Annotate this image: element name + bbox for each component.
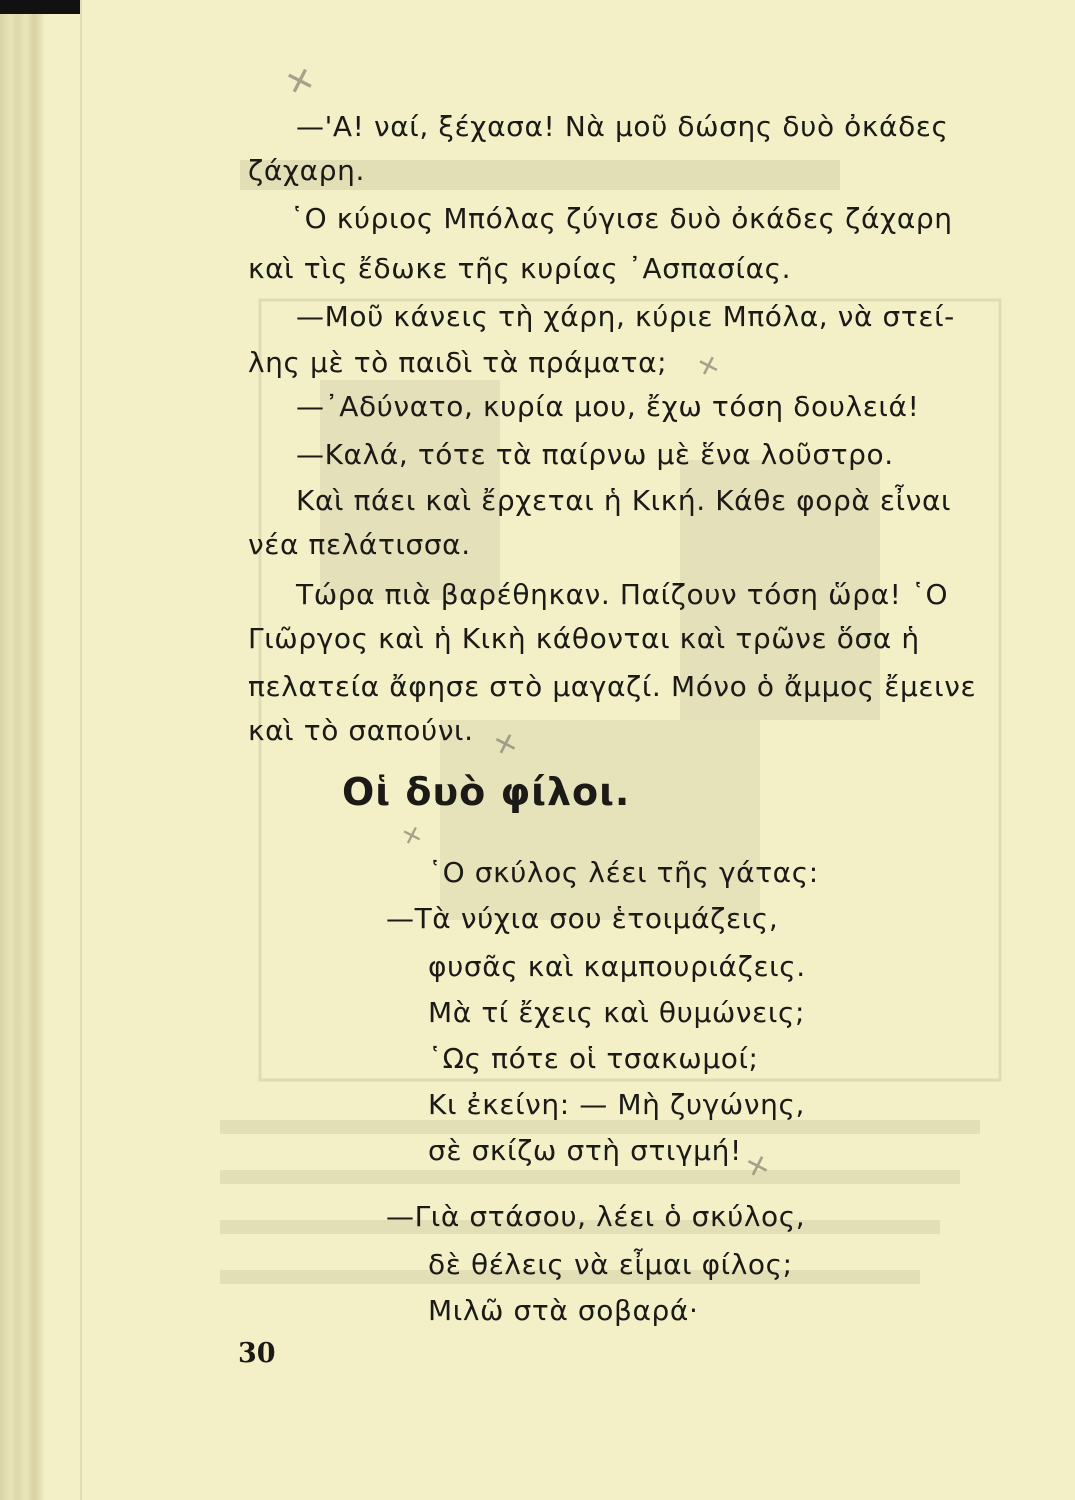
poem-line: —Γιὰ στάσου, λέει ὁ σκύλος, xyxy=(386,1200,806,1233)
page-gutter xyxy=(0,0,44,1500)
poem-line: ῾Ο σκύλος λέει τῆς γάτας: xyxy=(428,856,819,889)
page-number: 30 xyxy=(238,1338,276,1369)
pencil-mark-icon: ✕ xyxy=(741,1147,774,1186)
text-line: ζάχαρη. xyxy=(248,154,365,187)
pencil-mark-icon: ✕ xyxy=(280,58,320,106)
gutter-line xyxy=(80,0,82,1500)
text-line: Τώρα πιὰ βαρέθηκαν. Παίζουν τόση ὥρα! ῾Ο xyxy=(296,578,949,611)
pencil-mark-icon: ✕ xyxy=(489,725,522,764)
poem-line: φυσᾶς καὶ καμπουριάζεις. xyxy=(428,950,806,983)
pencil-mark-icon: ✕ xyxy=(693,349,724,385)
poem-line: δὲ θέλεις νὰ εἶμαι φίλος; xyxy=(428,1248,793,1281)
text-line: νέα πελάτισσα. xyxy=(248,528,471,561)
text-line: Γιῶργος καὶ ἡ Κικὴ κάθονται καὶ τρῶνε ὅσα ἡ xyxy=(248,622,920,655)
poem-line: Μιλῶ στὰ σοβαρά· xyxy=(428,1294,699,1327)
text-line: πελατεία ἄφησε στὸ μαγαζί. Μόνο ὁ ἄμμος ἔμεινε xyxy=(248,670,977,703)
pencil-mark-icon: ✕ xyxy=(398,819,426,853)
poem-title: Οἱ δυὸ φίλοι. xyxy=(342,770,631,814)
text-line: —᾽Αδύνατο, κυρία μου, ἔχω τόση δουλειά! xyxy=(296,390,920,423)
text-line: Καὶ πάει καὶ ἔρχεται ἡ Κική. Κάθε φορὰ εἶναι xyxy=(296,484,952,517)
text-line: καὶ τὶς ἔδωκε τῆς κυρίας ᾽Ασπασίας. xyxy=(248,252,792,285)
poem-line: Κι ἐκείνη: — Μὴ ζυγώνης, xyxy=(428,1088,805,1121)
poem-line: Μὰ τί ἔχεις καὶ θυμώνεις; xyxy=(428,996,806,1029)
text-line: —Μοῦ κάνεις τὴ χάρη, κύριε Μπόλα, νὰ στεί- xyxy=(296,300,955,333)
text-line: —'Α! ναί, ξέχασα! Νὰ μοῦ δώσης δυὸ ὀκάδες xyxy=(296,110,949,143)
text-line: καὶ τὸ σαπούνι. xyxy=(248,714,474,747)
text-line: ῾Ο κύριος Μπόλας ζύγισε δυὸ ὀκάδες ζάχαρη xyxy=(290,202,953,235)
poem-line: σὲ σκίζω στὴ στιγμή! xyxy=(428,1134,742,1167)
poem-line: ῾Ως πότε οἱ τσακωμοί; xyxy=(428,1042,759,1075)
text-line: λης μὲ τὸ παιδὶ τὰ πράματα; xyxy=(248,346,668,379)
poem-line: —Τὰ νύχια σου ἑτοιμάζεις, xyxy=(386,902,779,935)
text-line: —Καλά, τότε τὰ παίρνω μὲ ἕνα λοῦστρο. xyxy=(296,438,894,471)
page-top-edge xyxy=(0,0,80,14)
